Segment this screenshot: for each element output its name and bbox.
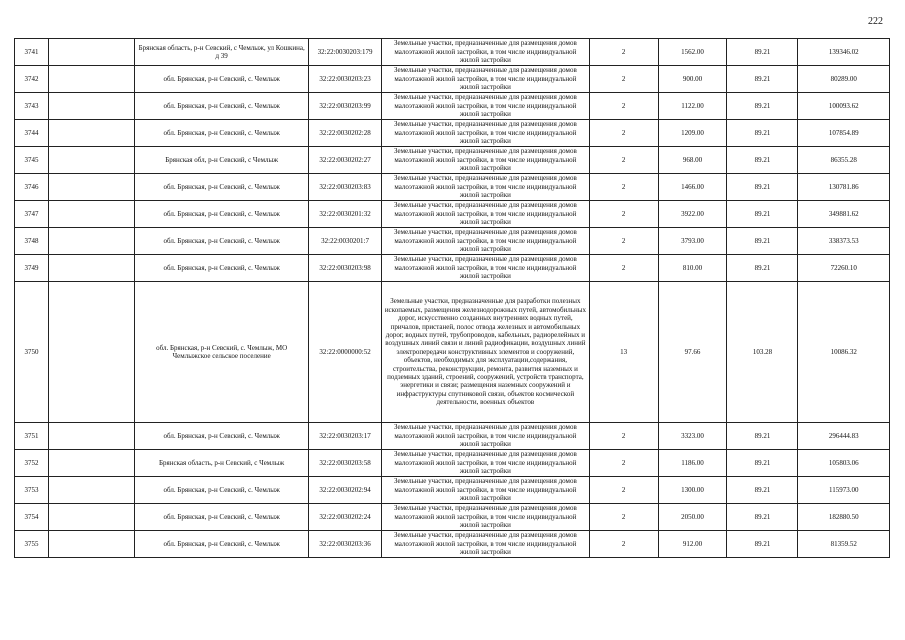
address-cell: обл. Брянская, р-н Севский, с. Чемлыж [135, 477, 309, 504]
address-cell: Брянская область, р-н Севский, с Чемлыж [135, 450, 309, 477]
row-number-cell: 3743 [15, 93, 49, 120]
table-row [15, 120, 890, 147]
rate-cell: 89.21 [727, 423, 798, 450]
group-cell: 2 [589, 450, 658, 477]
land-use-cell: Земельные участки, предназначенные для размещения домов малоэтажной жилой застройки, в том числе индивидуальной жилой застройки [382, 504, 590, 531]
cadastral-number-cell: 32:22:0030203:99 [309, 93, 382, 120]
blank-cell [48, 174, 134, 201]
area-cell: 968.00 [658, 147, 727, 174]
blank-cell [48, 423, 134, 450]
row-number-cell: 3744 [15, 120, 49, 147]
address-cell: обл. Брянская, р-н Севский, с. Чемлыж [135, 120, 309, 147]
cadastral-value-cell: 296444.83 [798, 423, 890, 450]
table-row [15, 147, 890, 174]
blank-cell [48, 450, 134, 477]
land-use-cell: Земельные участки, предназначенные для размещения домов малоэтажной жилой застройки, в том числе индивидуальной жилой застройки [382, 174, 590, 201]
cadastral-value-cell: 107854.89 [798, 120, 890, 147]
rate-cell: 89.21 [727, 120, 798, 147]
land-use-cell: Земельные участки, предназначенные для разработки полезных ископаемых, размещения железнодорожных путей, автомобильных дорог, искусственно созданных внутренних водных путей, причалов, пристаней, полос отвода железных и автомобильных дорог, водных путей, трубопроводов, кабельных, радиорелейных и воздушных линий связи и линий радиофикации, воздушных линий электропередачи конструктивных элементов и сооружений, объектов, необходимых для эксплуатации,содержания, строительства, реконструкции, ремонта, развития наземных и подземных зданий, строений, сооружений, устройств транспорта, энергетики и связи; размещения наземных сооружений и инфраструктуры спутниковой связи, объектов космической деятельности, военных объектов [382, 282, 590, 423]
area-cell: 3323.00 [658, 423, 727, 450]
group-cell: 2 [589, 423, 658, 450]
row-number-cell: 3753 [15, 477, 49, 504]
group-cell: 2 [589, 66, 658, 93]
blank-cell [48, 93, 134, 120]
group-cell: 2 [589, 120, 658, 147]
table-row [15, 201, 890, 228]
area-cell: 1466.00 [658, 174, 727, 201]
row-number-cell: 3745 [15, 147, 49, 174]
address-cell: обл. Брянская, р-н Севский, с. Чемлыж, МО Чемлыжское сельское поселение [135, 282, 309, 423]
area-cell: 1300.00 [658, 477, 727, 504]
cadastral-number-cell: 32:22:0030202:24 [309, 504, 382, 531]
land-registry-table [14, 38, 890, 558]
land-use-cell: Земельные участки, предназначенные для размещения домов малоэтажной жилой застройки, в том числе индивидуальной жилой застройки [382, 120, 590, 147]
rate-cell: 103.28 [727, 282, 798, 423]
table-row [15, 504, 890, 531]
row-number-cell: 3748 [15, 228, 49, 255]
address-cell: обл. Брянская, р-н Севский, с. Чемлыж [135, 423, 309, 450]
row-number-cell: 3752 [15, 450, 49, 477]
blank-cell [48, 120, 134, 147]
area-cell: 1562.00 [658, 39, 727, 66]
blank-cell [48, 147, 134, 174]
rate-cell: 89.21 [727, 93, 798, 120]
cadastral-value-cell: 100093.62 [798, 93, 890, 120]
group-cell: 2 [589, 174, 658, 201]
table-row [15, 450, 890, 477]
group-cell: 2 [589, 531, 658, 558]
land-use-cell: Земельные участки, предназначенные для размещения домов малоэтажной жилой застройки, в том числе индивидуальной жилой застройки [382, 66, 590, 93]
area-cell: 3922.00 [658, 201, 727, 228]
rate-cell: 89.21 [727, 504, 798, 531]
cadastral-value-cell: 80289.00 [798, 66, 890, 93]
row-number-cell: 3747 [15, 201, 49, 228]
cadastral-number-cell: 32:22:0030203:23 [309, 66, 382, 93]
group-cell: 2 [589, 39, 658, 66]
table-body [15, 39, 890, 558]
rate-cell: 89.21 [727, 147, 798, 174]
area-cell: 912.00 [658, 531, 727, 558]
rate-cell: 89.21 [727, 450, 798, 477]
cadastral-value-cell: 182880.50 [798, 504, 890, 531]
cadastral-number-cell: 32:22:0030203:98 [309, 255, 382, 282]
group-cell: 2 [589, 477, 658, 504]
rate-cell: 89.21 [727, 201, 798, 228]
land-use-cell: Земельные участки, предназначенные для размещения домов малоэтажной жилой застройки, в том числе индивидуальной жилой застройки [382, 93, 590, 120]
address-cell: обл. Брянская, р-н Севский, с. Чемлыж [135, 174, 309, 201]
table-row [15, 255, 890, 282]
cadastral-value-cell: 81359.52 [798, 531, 890, 558]
group-cell: 2 [589, 201, 658, 228]
address-cell: Брянская обл, р-н Севский, с Чемлыж [135, 147, 309, 174]
row-number-cell: 3750 [15, 282, 49, 423]
address-cell: Брянская область, р-н Севский, с Чемлыж, ул Кошкина, д 39 [135, 39, 309, 66]
table-row [15, 66, 890, 93]
blank-cell [48, 255, 134, 282]
group-cell: 2 [589, 93, 658, 120]
table-row [15, 477, 890, 504]
rate-cell: 89.21 [727, 66, 798, 93]
table-row [15, 174, 890, 201]
land-use-cell: Земельные участки, предназначенные для размещения домов малоэтажной жилой застройки, в том числе индивидуальной жилой застройки [382, 423, 590, 450]
cadastral-number-cell: 32:22:0030201:7 [309, 228, 382, 255]
cadastral-value-cell: 105803.06 [798, 450, 890, 477]
address-cell: обл. Брянская, р-н Севский, с. Чемлыж [135, 531, 309, 558]
cadastral-value-cell: 86355.28 [798, 147, 890, 174]
area-cell: 2050.00 [658, 504, 727, 531]
blank-cell [48, 504, 134, 531]
group-cell: 13 [589, 282, 658, 423]
rate-cell: 89.21 [727, 39, 798, 66]
cadastral-number-cell: 32:22:0030203:83 [309, 174, 382, 201]
blank-cell [48, 228, 134, 255]
rate-cell: 89.21 [727, 228, 798, 255]
area-cell: 3793.00 [658, 228, 727, 255]
area-cell: 810.00 [658, 255, 727, 282]
row-number-cell: 3755 [15, 531, 49, 558]
cadastral-number-cell: 32:22:0030202:27 [309, 147, 382, 174]
row-number-cell: 3741 [15, 39, 49, 66]
land-use-cell: Земельные участки, предназначенные для размещения домов малоэтажной жилой застройки, в том числе индивидуальной жилой застройки [382, 228, 590, 255]
blank-cell [48, 66, 134, 93]
rate-cell: 89.21 [727, 174, 798, 201]
rate-cell: 89.21 [727, 477, 798, 504]
land-use-cell: Земельные участки, предназначенные для размещения домов малоэтажной жилой застройки, в том числе индивидуальной жилой застройки [382, 147, 590, 174]
address-cell: обл. Брянская, р-н Севский, с. Чемлыж [135, 504, 309, 531]
address-cell: обл. Брянская, р-н Севский, с. Чемлыж [135, 66, 309, 93]
cadastral-number-cell: 32:22:0030203:179 [309, 39, 382, 66]
cadastral-value-cell: 130781.86 [798, 174, 890, 201]
land-use-cell: Земельные участки, предназначенные для размещения домов малоэтажной жилой застройки, в том числе индивидуальной жилой застройки [382, 531, 590, 558]
cadastral-number-cell: 32:22:0000000:52 [309, 282, 382, 423]
cadastral-number-cell: 32:22:0030202:94 [309, 477, 382, 504]
address-cell: обл. Брянская, р-н Севский, с. Чемлыж [135, 201, 309, 228]
cadastral-number-cell: 32:22:0030202:28 [309, 120, 382, 147]
page-number: 222 [868, 16, 883, 27]
area-cell: 900.00 [658, 66, 727, 93]
rate-cell: 89.21 [727, 255, 798, 282]
row-number-cell: 3754 [15, 504, 49, 531]
cadastral-number-cell: 32:22:0030201:32 [309, 201, 382, 228]
area-cell: 97.66 [658, 282, 727, 423]
land-use-cell: Земельные участки, предназначенные для размещения домов малоэтажной жилой застройки, в том числе индивидуальной жилой застройки [382, 477, 590, 504]
row-number-cell: 3742 [15, 66, 49, 93]
area-cell: 1209.00 [658, 120, 727, 147]
blank-cell [48, 531, 134, 558]
rate-cell: 89.21 [727, 531, 798, 558]
land-use-cell: Земельные участки, предназначенные для размещения домов малоэтажной жилой застройки, в том числе индивидуальной жилой застройки [382, 201, 590, 228]
area-cell: 1122.00 [658, 93, 727, 120]
land-use-cell: Земельные участки, предназначенные для размещения домов малоэтажной жилой застройки, в том числе индивидуальной жилой застройки [382, 39, 590, 66]
address-cell: обл. Брянская, р-н Севский, с. Чемлыж [135, 93, 309, 120]
group-cell: 2 [589, 228, 658, 255]
blank-cell [48, 477, 134, 504]
cadastral-value-cell: 349881.62 [798, 201, 890, 228]
row-number-cell: 3746 [15, 174, 49, 201]
address-cell: обл. Брянская, р-н Севский, с. Чемлыж [135, 255, 309, 282]
group-cell: 2 [589, 147, 658, 174]
blank-cell [48, 282, 134, 423]
group-cell: 2 [589, 255, 658, 282]
cadastral-value-cell: 115973.00 [798, 477, 890, 504]
cadastral-value-cell: 338373.53 [798, 228, 890, 255]
blank-cell [48, 201, 134, 228]
table-row [15, 39, 890, 66]
cadastral-value-cell: 72260.10 [798, 255, 890, 282]
table-row [15, 228, 890, 255]
cadastral-value-cell: 139346.02 [798, 39, 890, 66]
cadastral-number-cell: 32:22:0030203:58 [309, 450, 382, 477]
table-row [15, 423, 890, 450]
row-number-cell: 3751 [15, 423, 49, 450]
cadastral-value-cell: 10086.32 [798, 282, 890, 423]
table-row [15, 282, 890, 423]
land-use-cell: Земельные участки, предназначенные для размещения домов малоэтажной жилой застройки, в том числе индивидуальной жилой застройки [382, 450, 590, 477]
table-row [15, 531, 890, 558]
land-use-cell: Земельные участки, предназначенные для размещения домов малоэтажной жилой застройки, в том числе индивидуальной жилой застройки [382, 255, 590, 282]
address-cell: обл. Брянская, р-н Севский, с. Чемлыж [135, 228, 309, 255]
area-cell: 1186.00 [658, 450, 727, 477]
cadastral-number-cell: 32:22:0030203:17 [309, 423, 382, 450]
blank-cell [48, 39, 134, 66]
row-number-cell: 3749 [15, 255, 49, 282]
group-cell: 2 [589, 504, 658, 531]
table-row [15, 93, 890, 120]
cadastral-number-cell: 32:22:0030203:36 [309, 531, 382, 558]
